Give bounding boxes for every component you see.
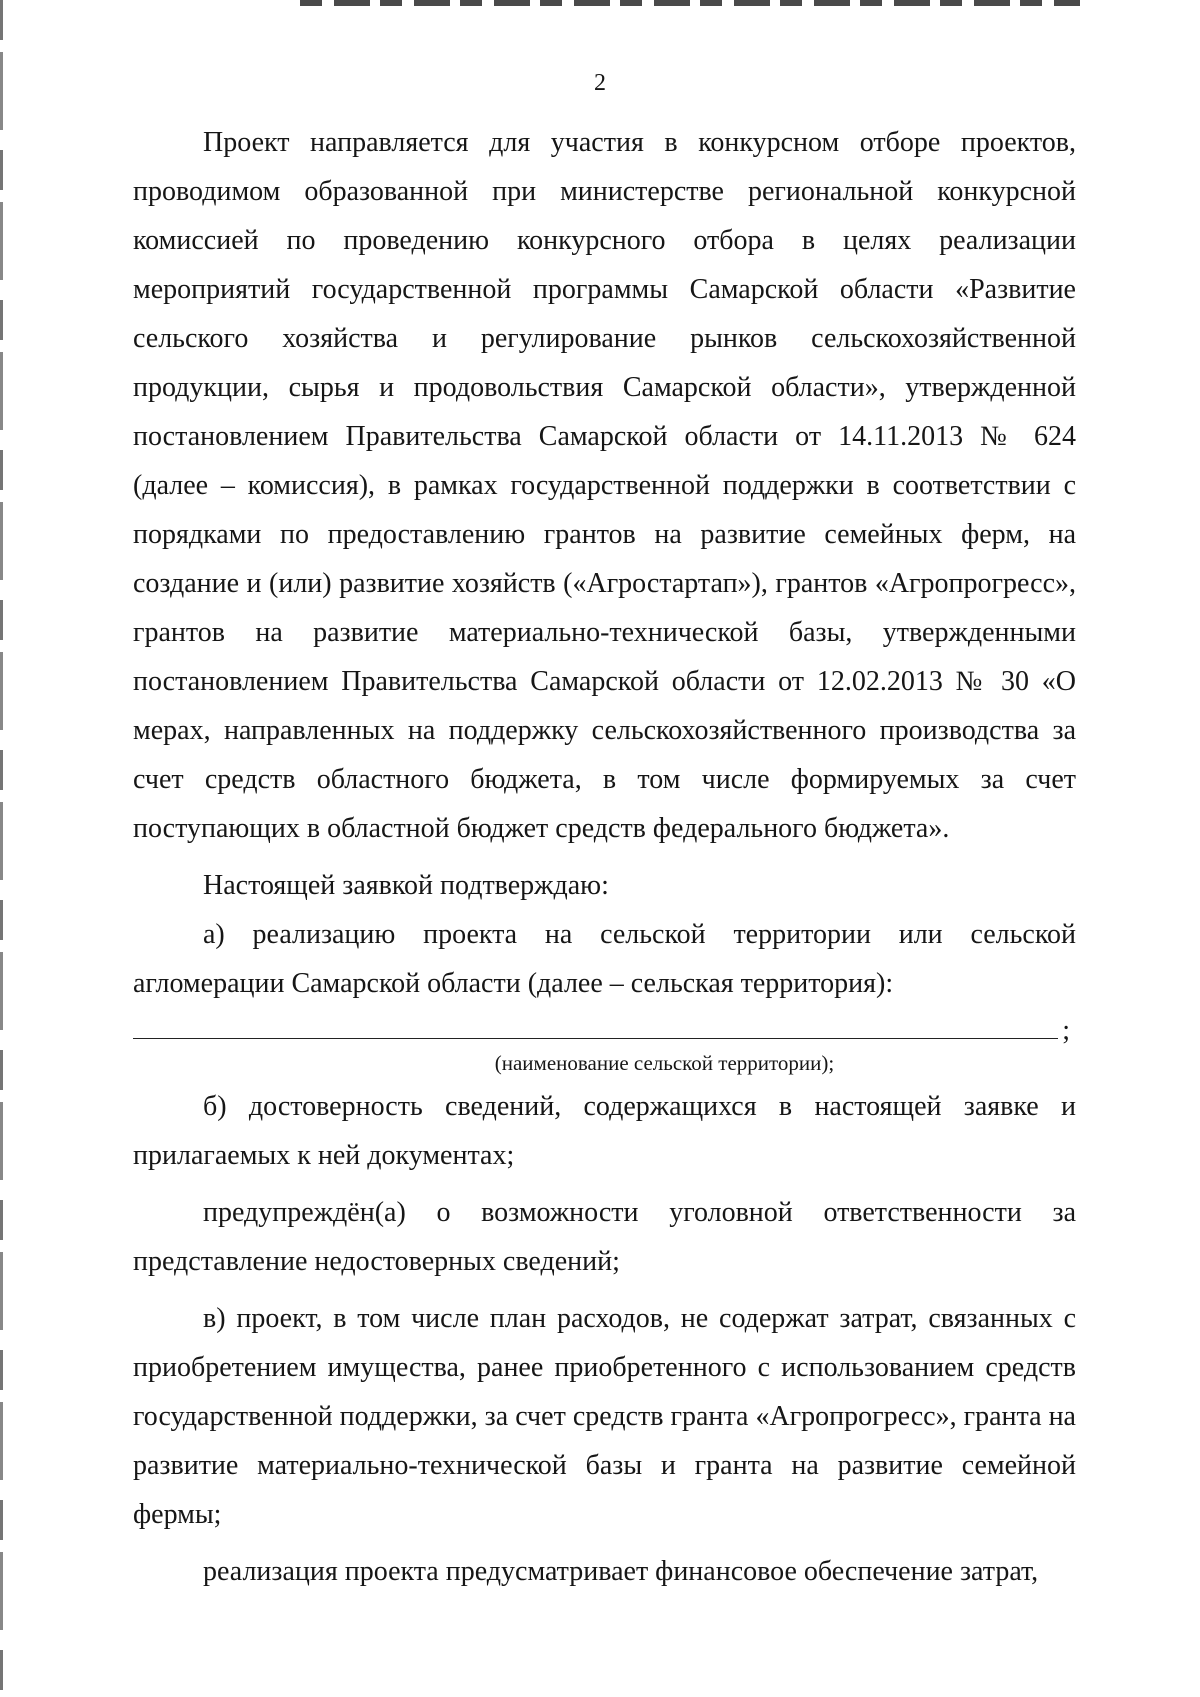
scan-artifact-left-edge [0, 0, 3, 1697]
scan-artifact-top [300, 0, 1080, 6]
paragraph-item-v: в) проект, в том числе план расходов, не содержат затрат, связанных с приобретением имущества, ранее приобретенного с использованием средств государственной поддержки, за счет средств гранта «Агропрогресс», гранта на развитие материально-технической базы и гранта на развитие семейной фермы; [133, 1303, 1076, 1530]
paragraph-confirmation-lead: Настоящей заявкой подтверждаю: [203, 870, 609, 901]
paragraph-item-b: б) достоверность сведений, содержащихся в настоящей заявке и прилагаемых к ней документах; [133, 1091, 1076, 1171]
paragraph-financing: реализация проекта предусматривает финансовое обеспечение затрат, [203, 1556, 1039, 1587]
document-body [133, 118, 1076, 1596]
blank-underline [133, 1038, 1058, 1039]
paragraph-project-intro: Проект направляется для участия в конкурсном отборе проектов, проводимом образованной при министерстве региональной конкурсной комиссией по проведению конкурсного отбора в целях реализации мероприятий государственной программы Самарской области «Развитие сельского хозяйства и регулирование рынков сельскохозяйственной продукции, сырья и продовольствия Самарской области», утвержденной постановлением Правительства Самарской области от 14.11.2013 № 624 (далее – комиссия), в рамках государственной поддержки в соответствии с порядками по предоставлению грантов на развитие семейных ферм, на создание и (или) развитие хозяйств («Агростартап»), грантов «Агропрогресс», грантов на развитие материально-технической базы, утвержденными постановлением Правительства Самарской области от 12.02.2013 № 30 «О мерах, направленных на поддержку сельскохозяйственного производства за счет средств областного бюджета, в том числе формируемых за счет поступающих в областной бюджет средств федерального бюджета». [133, 127, 1076, 844]
rural-territory-blank-field [133, 1016, 1076, 1050]
blank-semicolon: ; [1062, 1015, 1070, 1046]
blank-field-caption: (наименование сельской территории); [494, 1051, 835, 1075]
paragraph-warning: предупреждён(а) о возможности уголовной ответственности за представление недостоверных сведений; [133, 1197, 1076, 1277]
page-number: 2 [594, 70, 606, 96]
paragraph-item-a: а) реализацию проекта на сельской территории или сельской агломерации Самарской области (далее – сельская территория): [133, 919, 1076, 999]
